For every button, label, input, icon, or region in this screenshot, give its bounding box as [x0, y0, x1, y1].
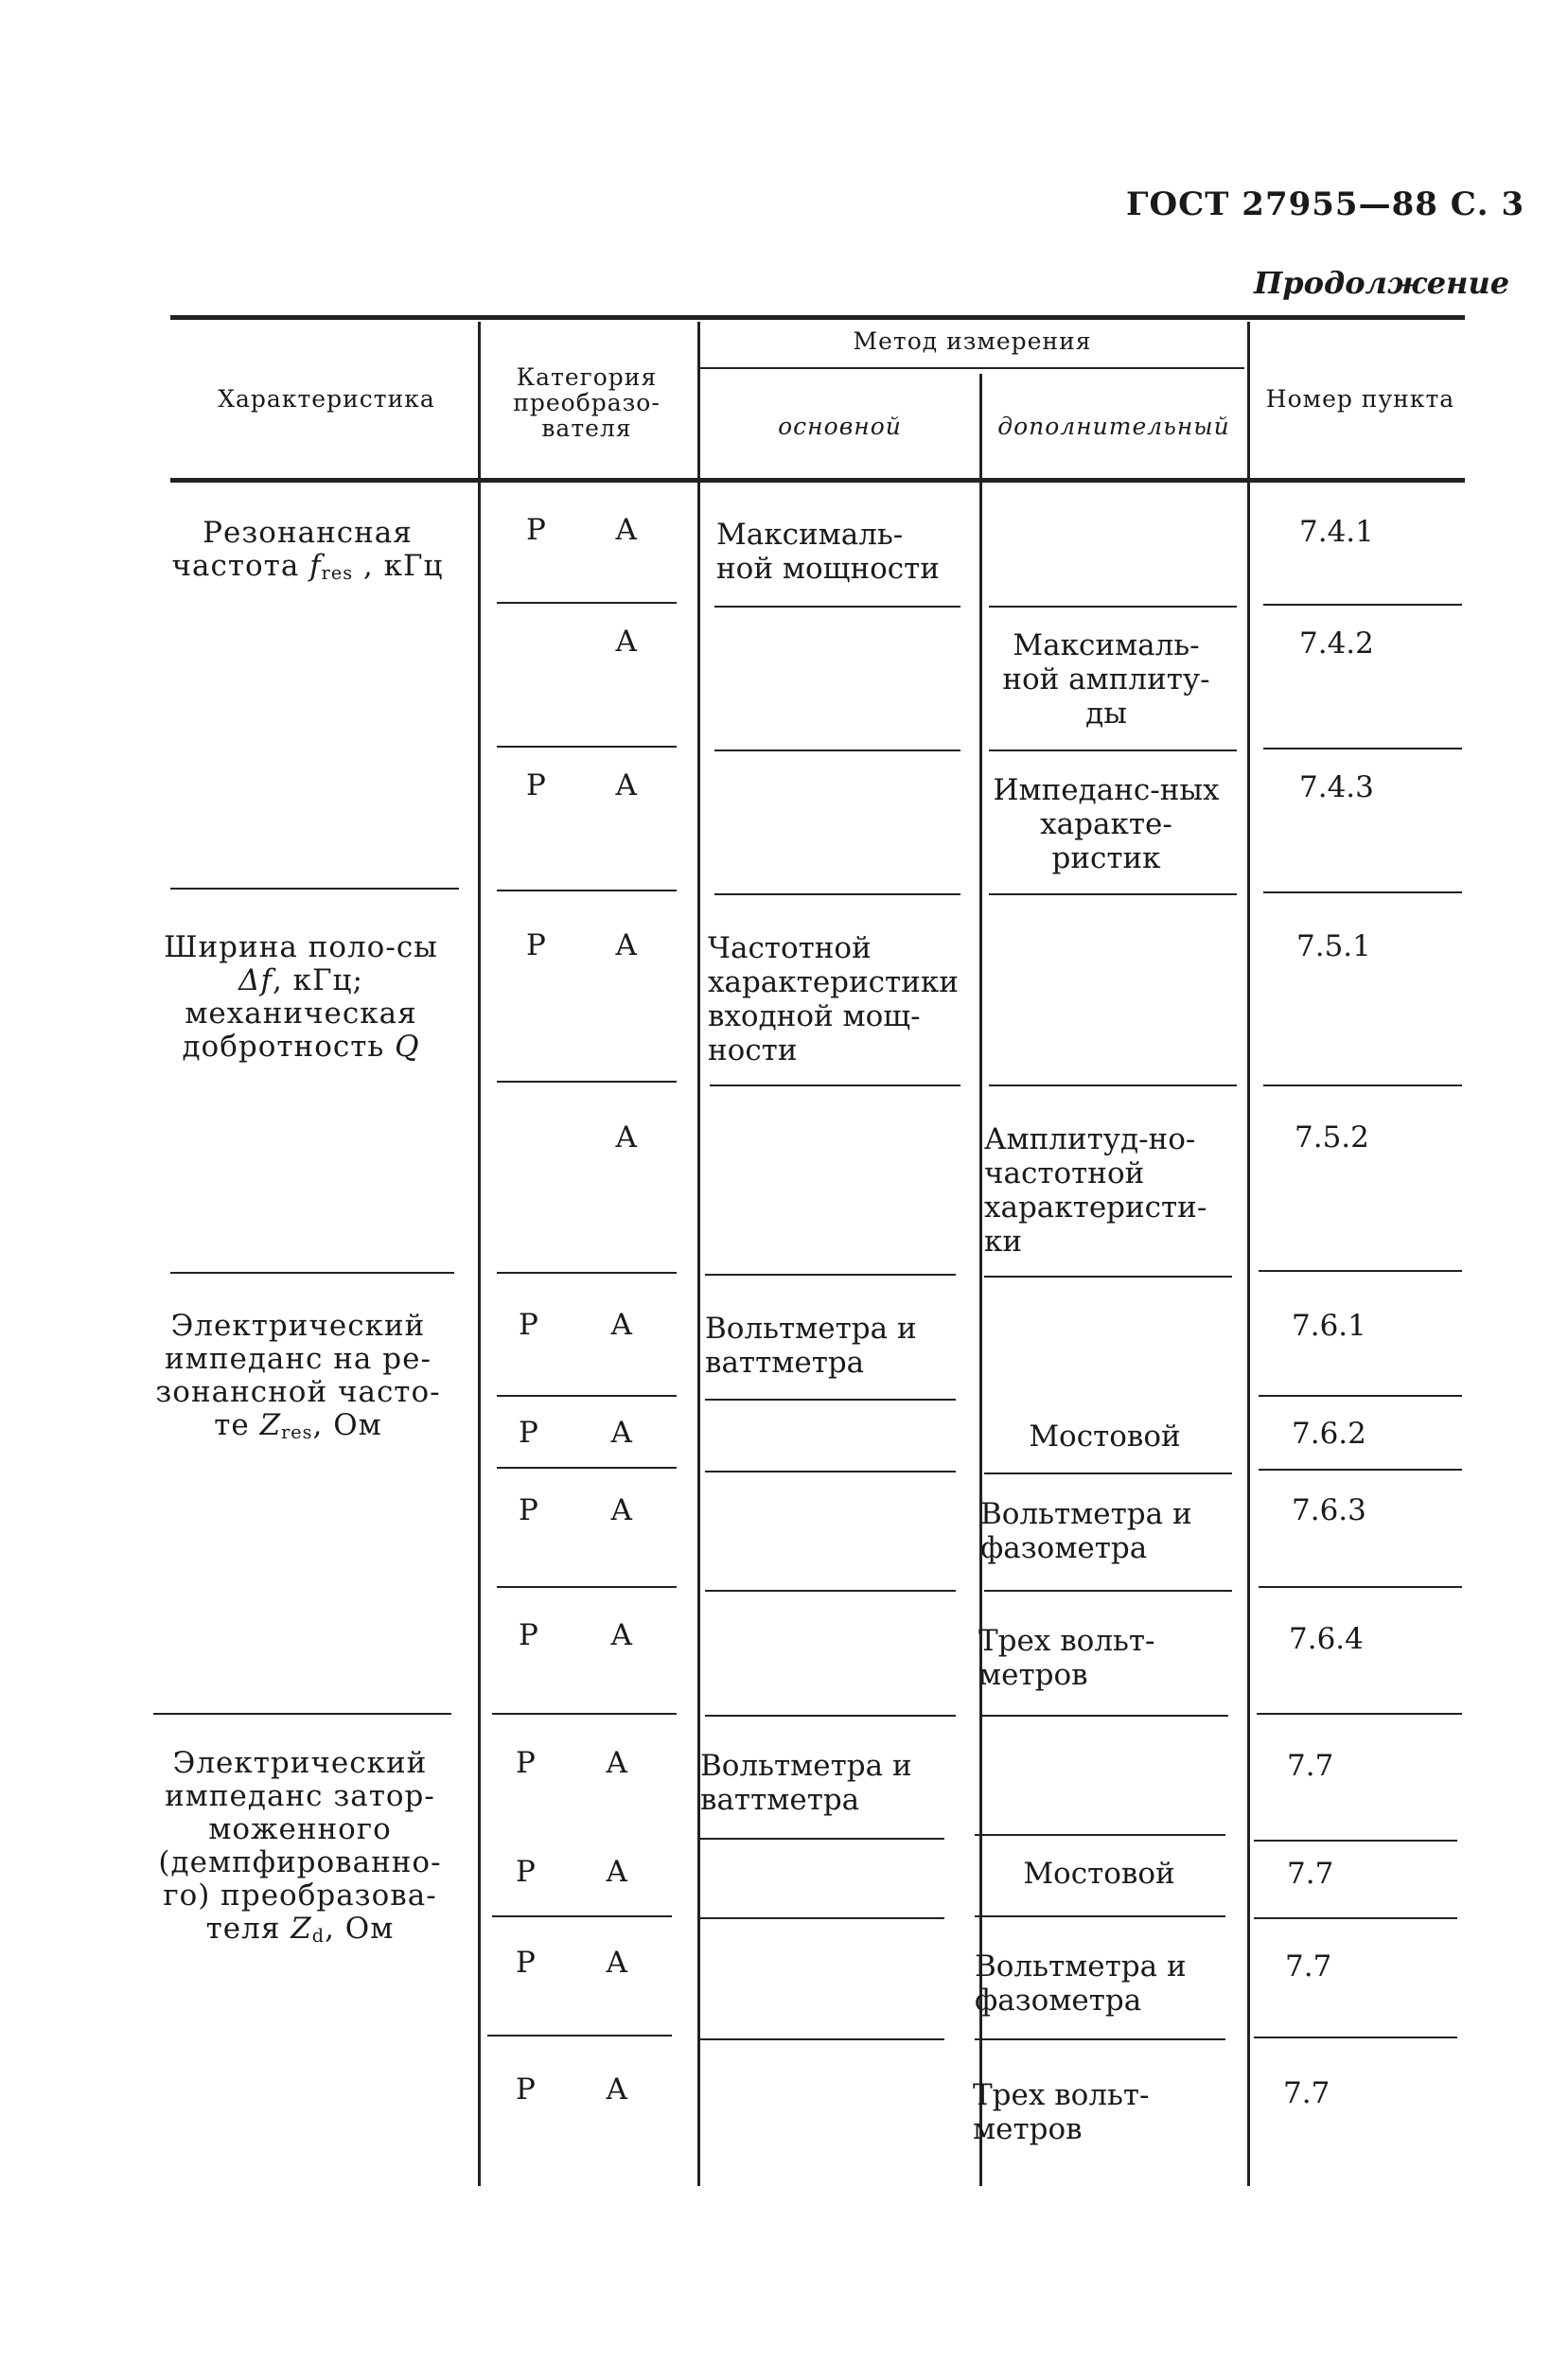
cat-p: Р	[516, 1746, 536, 1780]
header-characteristic: Характеристика	[218, 385, 435, 413]
header-category: Категория преобразо-вателя	[513, 363, 661, 442]
item-number: 7.4.3	[1299, 770, 1374, 804]
method-additional: Мостовой	[1029, 1420, 1181, 1454]
cat-a: А	[610, 1416, 633, 1450]
item-number: 7.5.1	[1296, 929, 1371, 963]
method-additional: Трех вольт-метров	[973, 2078, 1150, 2146]
cat-a: А	[606, 1946, 628, 1980]
cat-p: Р	[516, 2072, 536, 2107]
cat-p: Р	[519, 1618, 538, 1652]
characteristic-bandwidth: Ширина поло-сы Δf, кГц; механическая добротность Q	[164, 930, 438, 1064]
cat-a: А	[615, 513, 638, 547]
header-item-number: Номер пункта	[1265, 385, 1455, 413]
method-main: Максималь-ной мощности	[716, 518, 940, 586]
item-number: 7.4.2	[1299, 626, 1374, 661]
method-main: Вольтметра и ваттметра	[700, 1749, 912, 1817]
item-number: 7.7	[1287, 1749, 1334, 1783]
cat-p: Р	[526, 768, 546, 802]
method-additional: Амплитуд-но-частотной характеристи-ки	[984, 1122, 1207, 1259]
method-additional: Трех вольт-метров	[978, 1624, 1155, 1692]
cat-a: А	[615, 768, 638, 802]
cat-a: А	[606, 1746, 628, 1780]
header-method: Метод измерения	[853, 327, 1092, 355]
characteristic-blocked-impedance: Электрический импеданс затор-моженного (демпфированно-го) преобразова-теля $Z_d$, Ом	[158, 1746, 442, 1947]
cat-a: А	[606, 2072, 628, 2107]
item-number: 7.4.1	[1299, 515, 1374, 549]
item-number: 7.7	[1283, 2076, 1330, 2110]
cat-a: А	[610, 1618, 633, 1652]
method-additional: Импеданс-ных характе-ристик	[993, 773, 1220, 875]
item-number: 7.7	[1285, 1949, 1332, 1984]
cat-p: Р	[516, 1946, 536, 1980]
cat-p: Р	[519, 1493, 538, 1527]
method-additional: Максималь-ной амплиту-ды	[1002, 628, 1210, 731]
item-number: 7.7	[1287, 1857, 1334, 1891]
cat-p: Р	[526, 928, 546, 962]
continuation-label: Продолжение	[1254, 265, 1510, 301]
method-main: Вольтметра и ваттметра	[705, 1312, 917, 1380]
cat-a: А	[606, 1855, 628, 1889]
method-main: Частотной характеристики входной мощ-ности	[708, 931, 959, 1067]
cat-p: Р	[519, 1308, 538, 1342]
characteristic-resonant-frequency: Резонансная частота $f_{res}$ , кГц	[171, 516, 444, 584]
item-number: 7.5.2	[1295, 1120, 1369, 1155]
cat-a: А	[610, 1493, 633, 1527]
method-additional: Вольтметра и фазометра	[980, 1497, 1192, 1565]
cat-a: А	[615, 928, 638, 962]
header-additional: дополнительный	[997, 413, 1230, 440]
characteristic-resonant-impedance: Электрический импеданс на ре-зонансной часто-те $Z_{res}$, Ом	[155, 1309, 441, 1443]
cat-a: А	[615, 1120, 638, 1155]
cat-p: Р	[516, 1855, 536, 1889]
cat-p: Р	[526, 513, 546, 547]
header-main: основной	[778, 413, 902, 440]
cat-p: Р	[519, 1416, 538, 1450]
item-number: 7.6.1	[1292, 1309, 1366, 1343]
item-number: 7.6.2	[1292, 1417, 1366, 1451]
item-number: 7.6.4	[1289, 1622, 1364, 1656]
page-header: ГОСТ 27955—88 С. 3	[1126, 185, 1525, 223]
method-additional: Мостовой	[1023, 1857, 1175, 1891]
cat-a: А	[610, 1308, 633, 1342]
cat-a: А	[615, 625, 638, 659]
item-number: 7.6.3	[1292, 1493, 1366, 1527]
method-additional: Вольтметра и фазометра	[975, 1949, 1187, 2018]
